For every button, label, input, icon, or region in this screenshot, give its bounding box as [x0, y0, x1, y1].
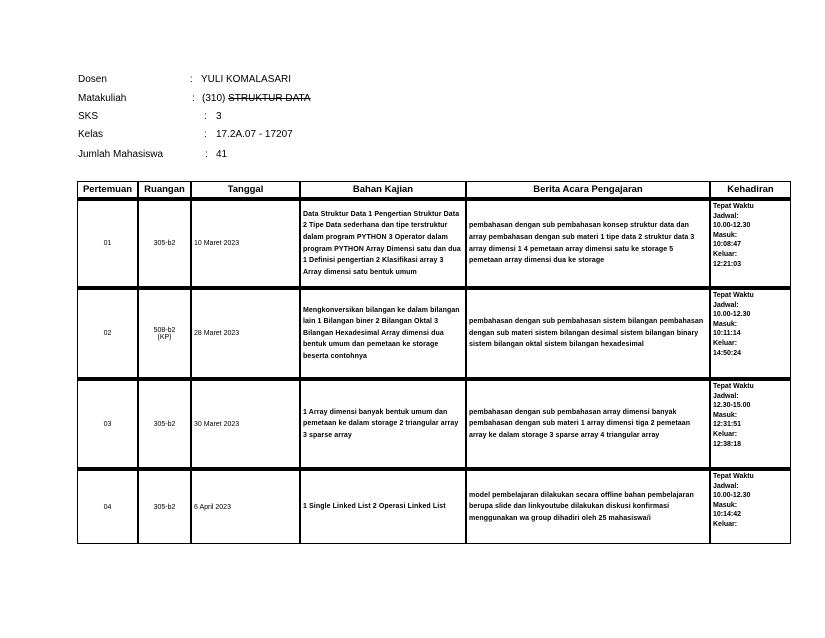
kehadiran-line: 10:11:14 [713, 330, 741, 338]
kehadiran-line: 10.00-12.30 [713, 492, 751, 500]
col-tanggal: Tanggal [191, 181, 300, 198]
cell-tanggal: 10 Maret 2023 [191, 198, 300, 287]
kehadiran-line: Jadwal: [713, 301, 739, 309]
kehadiran-line: Jadwal: [713, 482, 739, 490]
colon: : [204, 129, 207, 140]
cell-kehadiran [710, 287, 791, 378]
table-row [77, 468, 791, 544]
table-row [77, 198, 791, 287]
col-bahan-kajian: Bahan Kajian [300, 181, 466, 198]
kehadiran-line: Masuk: [713, 501, 738, 509]
cell-kehadiran [710, 468, 791, 544]
kehadiran-line: Tepat Waktu [713, 203, 754, 210]
kelas-value: 17.2A.07 - 17207 [216, 129, 293, 140]
kehadiran-line: Keluar: [713, 520, 738, 528]
kehadiran-line: Tepat Waktu [713, 473, 754, 480]
cell-pertemuan: 04 [77, 468, 138, 544]
kehadiran-line: 10:08:47 [713, 241, 742, 249]
cell-pertemuan: 02 [77, 287, 138, 378]
kehadiran-line: 12:21:03 [713, 260, 742, 268]
kehadiran-line: 12:38:18 [713, 440, 742, 448]
kehadiran-line: Keluar: [713, 250, 738, 258]
kehadiran-line: Keluar: [713, 430, 738, 438]
kehadiran-line: 10.00-12.30 [713, 311, 751, 319]
cell-berita-acara: model pembelajaran dilakukan secara offline bahan pembelajaran berupa slide dan linkyoutube dilakukan diskusi konfirmasi menggunakan wa group dihadiri oleh 25 mahasiswa/i [466, 468, 710, 544]
cell-ruangan: 305-b2 [138, 378, 191, 468]
col-pertemuan: Pertemuan [77, 181, 138, 198]
table-header-row [77, 181, 791, 198]
kehadiran-line: Tepat Waktu [713, 292, 754, 299]
cell-kehadiran [710, 378, 791, 468]
kelas-label: Kelas [78, 129, 104, 140]
cell-tanggal: 28 Maret 2023 [191, 287, 300, 378]
cell-tanggal: 30 Maret 2023 [191, 378, 300, 468]
kehadiran-line: Tepat Waktu [713, 383, 754, 390]
colon: : [205, 149, 208, 160]
kehadiran-line: Keluar: [713, 339, 738, 347]
kehadiran-line: 12:31:51 [713, 421, 742, 429]
cell-bahan-kajian: 1 Single Linked List 2 Operasi Linked List [300, 468, 466, 544]
colon: : [190, 74, 193, 85]
dosen-label: Dosen [78, 74, 107, 85]
col-kehadiran: Kehadiran [710, 181, 791, 198]
course-code: (310) [202, 93, 226, 104]
sks-value: 3 [216, 111, 222, 122]
cell-bahan-kajian: Mengkonversikan bilangan ke dalam bilangan lain 1 Bilangan biner 2 Bilangan Oktal 3 Bilangan Hexadesimal Array dimensi dua bentuk umum dan pemetaan ke storage beserta contohnya [300, 287, 466, 378]
sks-label: SKS [78, 111, 99, 122]
cell-bahan-kajian: 1 Array dimensi banyak bentuk umum dan pemetaan ke dalam storage 2 triangular array 3 sparse array [300, 378, 466, 468]
cell-tanggal: 6 April 2023 [191, 468, 300, 544]
course-name: STRUKTUR DATA [228, 93, 311, 104]
ruangan-line: (KP) [157, 333, 172, 341]
table-row [77, 378, 791, 468]
attendance-table [77, 181, 791, 544]
dosen-value: YULI KOMALASARI [201, 74, 292, 85]
cell-kehadiran [710, 198, 791, 287]
matakuliah-label: Matakuliah [78, 93, 127, 104]
table-row [77, 287, 791, 378]
cell-bahan-kajian: Data Struktur Data 1 Pengertian Struktur Data 2 Tipe Data sederhana dan tipe terstruktur dalam program PYTHON 3 Operator dalam program PYTHON Array Dimensi satu dan dua 1 Definisi pengertian 2 Klasifikasi array 3 Array dimensi satu bentuk umum [300, 198, 466, 287]
cell-ruangan: 305-b2 [138, 198, 191, 287]
cell-ruangan: 305-b2 [138, 468, 191, 544]
kehadiran-line: Jadwal: [713, 212, 739, 220]
jumlah-label: Jumlah Mahasiswa [78, 149, 164, 160]
ruangan-line: 508-b2 [153, 326, 176, 334]
kehadiran-line: Masuk: [713, 411, 738, 419]
kehadiran-line: 14:50:24 [713, 349, 742, 357]
kehadiran-line: Masuk: [713, 231, 738, 239]
cell-berita-acara: pembahasan dengan sub pembahasan array dimensi banyak pembahasan dengan sub materi 1 array dimensi tiga 2 pemetaan array ke dalam storage 3 sparse array 4 triangular array [466, 378, 710, 468]
colon: : [192, 93, 195, 104]
cell-pertemuan: 03 [77, 378, 138, 468]
kehadiran-line: 12.30-15.00 [713, 402, 751, 410]
colon: : [204, 111, 207, 122]
matakuliah-value [202, 93, 311, 104]
kehadiran-line: 10:14:42 [713, 511, 742, 519]
cell-berita-acara: pembahasan dengan sub pembahasan konsep struktur data dan array pembahasan dengan sub materi 1 tipe data 2 struktur data 3 array dimensi 1 4 pemetaan array dimensi satu ke storage 5 pemetaan array dimensi dua ke storage [466, 198, 710, 287]
kehadiran-line: 10.00-12.30 [713, 222, 751, 230]
kehadiran-line: Masuk: [713, 320, 738, 328]
col-berita-acara: Berita Acara Pengajaran [466, 181, 710, 198]
col-ruangan: Ruangan [138, 181, 191, 198]
kehadiran-line: Jadwal: [713, 392, 739, 400]
jumlah-value: 41 [216, 149, 228, 160]
cell-ruangan [138, 287, 191, 378]
cell-berita-acara: pembahasan dengan sub pembahasan sistem bilangan pembahasan dengan sub materi sistem bilangan desimal sistem bilangan binary sistem bilangan oktal sistem bilangan hexadesimal [466, 287, 710, 378]
cell-pertemuan: 01 [77, 198, 138, 287]
